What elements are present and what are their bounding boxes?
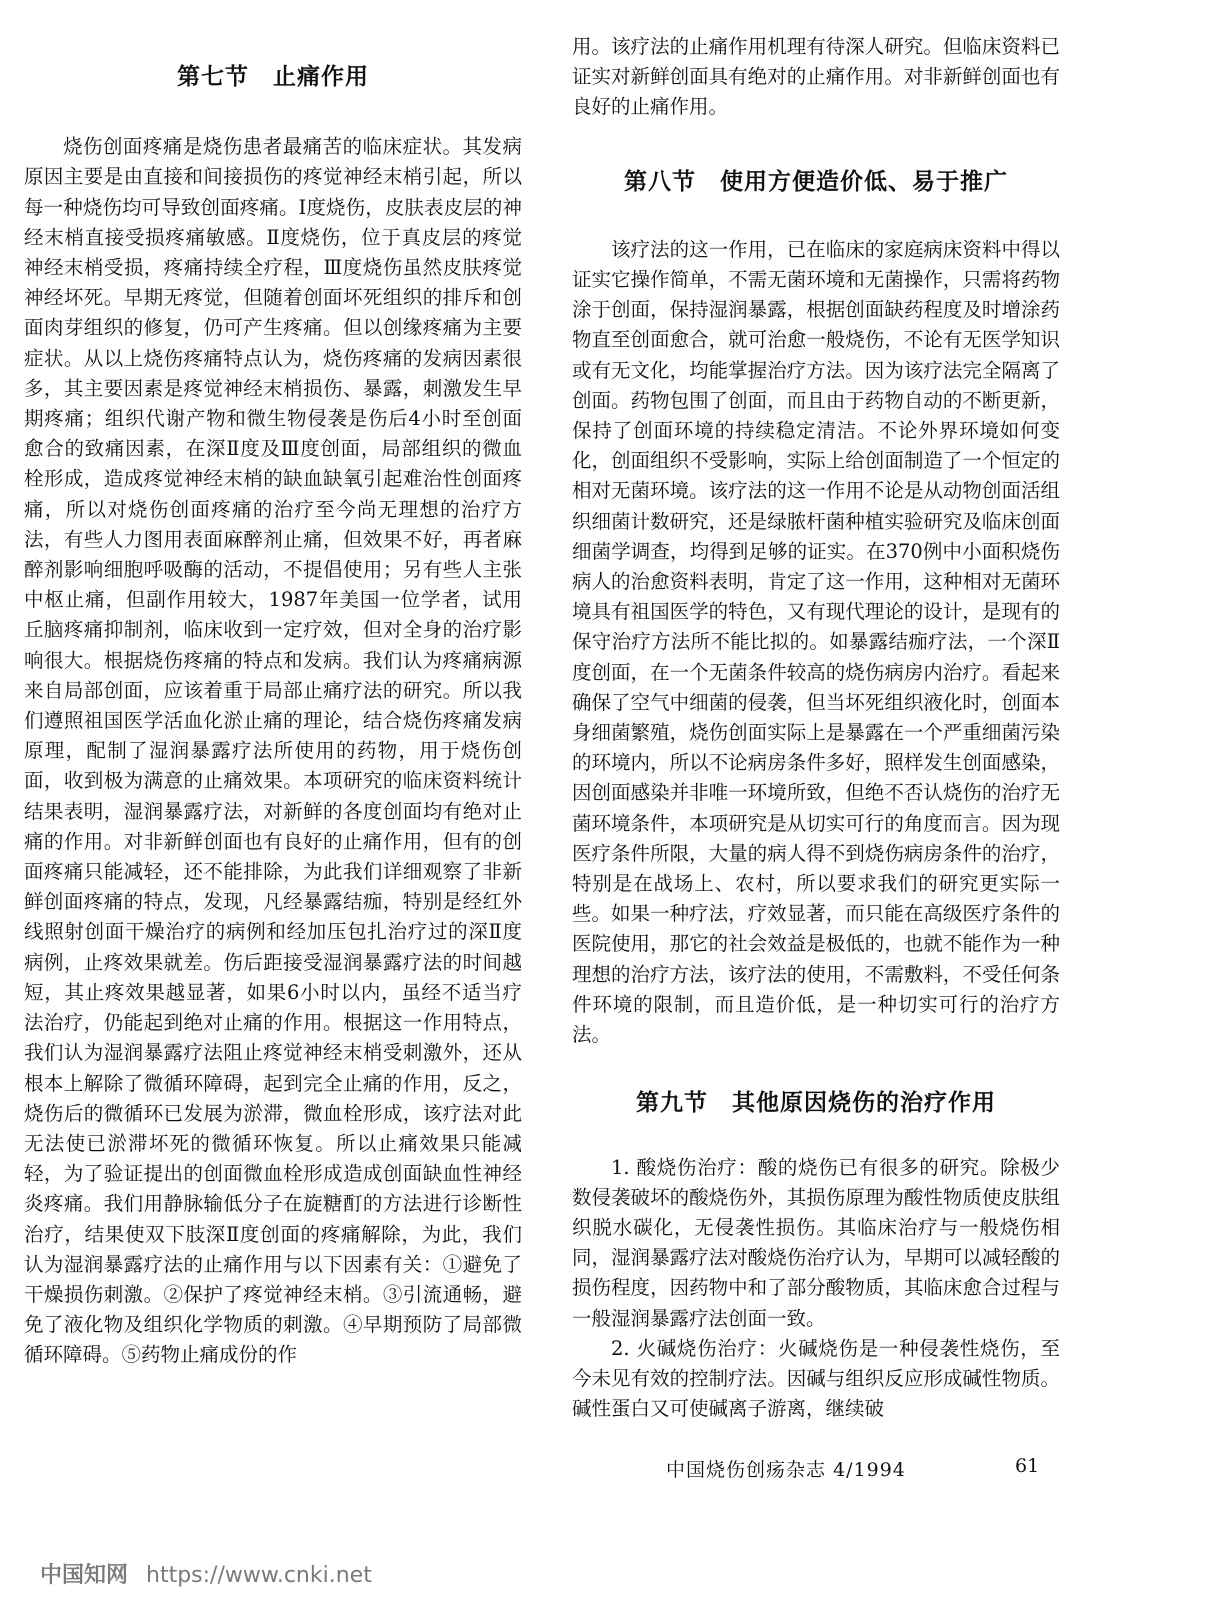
cnki-watermark — [40, 1558, 372, 1589]
section-7-title: 止痛作用 — [273, 64, 369, 90]
section-8-title: 使用方便造价低、易于推广 — [720, 168, 1008, 195]
section-9-heading — [572, 1088, 1060, 1118]
section-9-paragraph-acid: 1. 酸烧伤治疗：酸的烧伤已有很多的研究。除极少数侵袭破坏的酸烧伤外，其损伤原理为酸性物质使皮肤组织脱水碳化，无侵袭性损伤。其临床治疗与一般烧伤相同，湿润暴露疗法对酸烧伤治疗认为，早期可以减轻酸的损伤程度，因药物中和了部分酸物质，其临床愈合过程与一般湿润暴露疗法创面一致。 — [572, 1155, 1060, 1330]
watermark-url: https://www.cnki.net — [146, 1563, 372, 1588]
watermark-brand: 中国知网 — [40, 1563, 129, 1588]
right-column — [572, 0, 1060, 1424]
page-number: 61 — [1015, 1455, 1040, 1477]
section-8-heading — [572, 167, 1060, 197]
journal-footer: 中国烧伤创疡杂志 4/1994 — [666, 1459, 906, 1481]
section-7-paragraph: 烧伤创面疼痛是烧伤患者最痛苦的临床症状。其发病原因主要是由直接和间接损伤的疼觉神经末梢引起，所以每一种烧伤均可导致创面疼痛。Ⅰ度烧伤，皮肤表皮层的神经末梢直接受损疼痛敏感。Ⅱ度烧伤，位于真皮层的疼觉神经末梢受损，疼痛持续全疗程，Ⅲ度烧伤虽然皮肤疼觉神经坏死。早期无疼觉，但随着创面坏死组织的排斥和创面肉芽组织的修复，仍可产生疼痛。但以创缘疼痛为主要症状。从以上烧伤疼痛特点认为，烧伤疼痛的发病因素很多，其主要因素是疼觉神经末梢损伤、暴露，刺激发生早期疼痛；组织代谢产物和微生物侵袭是伤后4小时至创面愈合的致痛因素，在深Ⅱ度及Ⅲ度创面，局部组织的微血栓形成，造成疼觉神经末梢的缺血缺氧引起难治性创面疼痛，所以对烧伤创面疼痛的治疗至今尚无理想的治疗方法，有些人力图用表面麻醉剂止痛，但效果不好，再者麻醉剂影响细胞呼吸酶的活动，不提倡使用；另有些人主张中枢止痛，但副作用较大，1987年美国一位学者，试用丘脑疼痛抑制剂，临床收到一定疗效，但对全身的治疗影响很大。根据烧伤疼痛的特点和发病。我们认为疼痛病源来自局部创面，应该着重于局部止痛疗法的研究。所以我们遵照祖国医学活血化淤止痛的理论，结合烧伤疼痛发病原理，配制了湿润暴露疗法所使用的药物，用于烧伤创面，收到极为满意的止痛效果。本项研究的临床资料统计结果表明，湿润暴露疗法，对新鲜的各度创面均有绝对止痛的作用。对非新鲜创面也有良好的止痛作用，但有的创面疼痛只能减轻，还不能排除，为此我们详细观察了非新鲜创面疼痛的特点，发现，凡经暴露结痂，特别是经红外线照射创面干燥治疗的病例和经加压包扎治疗过的深Ⅱ度病例，止疼效果就差。伤后距接受湿润暴露疗法的时间越短，其止疼效果越显著，如果6小时以内，虽经不适当疗法治疗，仍能起到绝对止痛的作用。根据这一作用特点，我们认为湿润暴露疗法阻止疼觉神经末梢受刺激外，还从根本上解除了微循环障碍，起到完全止痛的作用，反之，烧伤后的微循环已发展为淤滞，微血栓形成，该疗法对此无法使已淤滞坏死的微循环恢复。所以止痛效果只能减轻，为了验证提出的创面微血栓形成造成创面缺血性神经炎疼痛。我们用静脉输低分子在旋糖酊的方法进行诊断性治疗，结果使双下肢深Ⅱ度创面的疼痛解除，为此，我们认为湿润暴露疗法的止痛作用与以下因素有关：①避免了干燥损伤刺激。②保护了疼觉神经末梢。③引流通畅，避免了液化物及组织化学物质的刺激。④早期预防了局部微循环障碍。⑤药物止痛成份的作 — [24, 135, 522, 1367]
section-7-continuation: 用。该疗法的止痛作用机理有待深人研究。但临床资料已证实对新鲜创面具有绝对的止痛作用。对非新鲜创面也有良好的止痛作用。 — [572, 35, 1060, 119]
section-9-title: 其他原因烧伤的治疗作用 — [732, 1090, 996, 1117]
section-7-heading — [24, 62, 522, 92]
section-8-paragraph: 该疗法的这一作用，已在临床的家庭病床资料中得以证实它操作简单，不需无菌环境和无菌操作，只需将药物涂于创面，保持湿润暴露，根据创面缺药程度及时增涂药物直至创面愈合，就可治愈一般烧伤，不论有无医学知识或有无文化，均能掌握治疗方法。因为该疗法完全隔离了创面。药物包围了创面，而且由于药物自动的不断更新，保持了创面环境的持续稳定清洁。不论外界环境如何变化，创面组织不受影响，实际上给创面制造了一个恒定的相对无菌环境。该疗法的这一作用不论是从动物创面活组织细菌计数研究，还是绿脓杆菌种植实验研究及临床创面细菌学调查，均得到足够的证实。在370例中小面积烧伤病人的治愈资料表明，肯定了这一作用，这种相对无菌环境具有祖国医学的特色，又有现代理论的设计，是现有的保守治疗方法所不能比拟的。如暴露结痂疗法，一个深Ⅱ度创面，在一个无菌条件较高的烧伤病房内治疗。看起来确保了空气中细菌的侵袭，但当坏死组织液化时，创面本身细菌繁殖，烧伤创面实际上是暴露在一个严重细菌污染的环境内，所以不论病房条件多好，照样发生创面感染，因创面感染并非唯一环境所致，但绝不否认烧伤的治疗无菌环境条件，本项研究是从切实可行的角度而言。因为现医疗条件所限，大量的病人得不到烧伤病房条件的治疗，特别是在战场上、农村，所以要求我们的研究更实际一些。如果一种疗法，疗效显著，而只能在高级医疗条件的医院使用，那它的社会效益是极低的，也就不能作为一种理想的治疗方法，该疗法的使用，不需敷料，不受任何条件环境的限制，而且造价低，是一种切实可行的治疗方法。 — [572, 237, 1060, 1047]
section-7-number: 第七节 — [177, 64, 249, 90]
section-8-number: 第八节 — [624, 168, 696, 195]
section-9-number: 第九节 — [636, 1090, 708, 1117]
left-column — [24, 0, 522, 1371]
section-9-paragraph-alkali: 2. 火碱烧伤治疗：火碱烧伤是一种侵袭性烧伤，至今未见有效的控制疗法。因碱与组织反应形成碱性物质。碱性蛋白又可使碱离子游离，继续破 — [572, 1336, 1060, 1421]
